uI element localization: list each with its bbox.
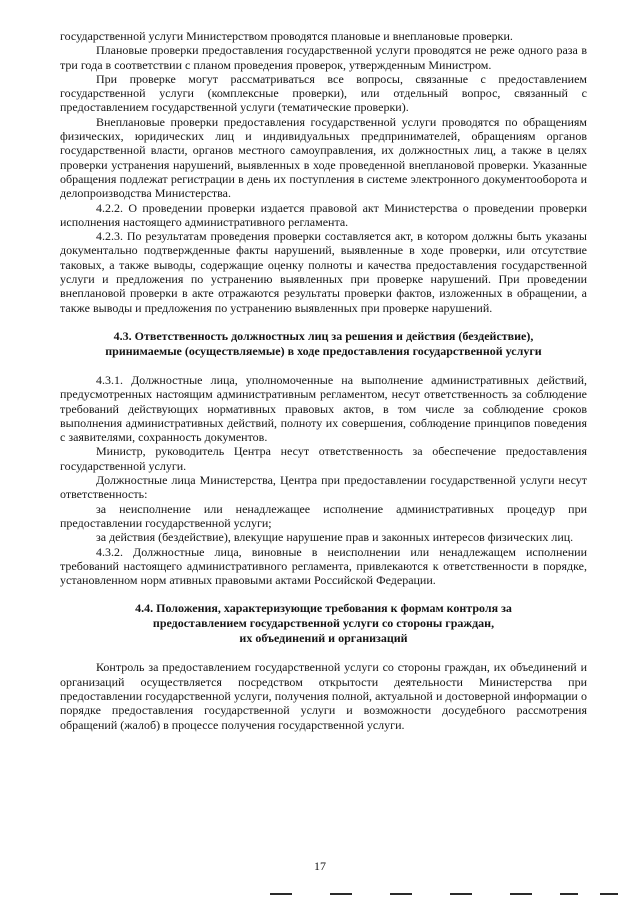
scan-marks <box>270 893 640 899</box>
section-heading-4-4 <box>60 601 587 646</box>
document-body <box>60 29 587 732</box>
paragraph-actions: за действия (бездействие), влекущие нарушение прав и законных интересов физических лиц. <box>96 530 574 545</box>
scan-mark <box>510 893 532 895</box>
paragraph-unplanned-checks: Внеплановые проверки предоставления государственной услуги проводятся по обращениям физических, юридических лиц и индивидуальных предпринимателей, обращениям органов государственной власти, органов местного самоуправления, их должностных лиц, а также в целях проверки устранения нарушений, выявленных в ходе проведенной внеплановой проверки. Указанные обращения подлежат регистрации в день их поступления в системе электронного документооборота и делопроизводства Министерства. <box>60 114 587 201</box>
paragraph-nonperformance: за неисполнение или ненадлежащее исполнение административных процедур при предоставлении государственной услуги; <box>60 501 587 530</box>
paragraph-4-2-2: 4.2.2. О проведении проверки издается правовой акт Министерства о проведении проверки исполнения настоящего административного регламента. <box>60 200 587 229</box>
scan-mark <box>270 893 292 895</box>
heading-line: их объединений и организаций <box>239 631 408 646</box>
section-heading-4-3 <box>60 329 587 359</box>
spacer <box>60 646 587 660</box>
paragraph-4-2-3: 4.2.3. По результатам проведения проверки составляется акт, в котором должны быть указаны документально подтвержденные факты нарушений, выявленные в ходе проверки, или отсутствие таковых, а также выводы, содержащие оценку полноты и качества предоставления государственной услуги и предложения по устранению выявленных при проверке нарушений. При проведении внеплановой проверки в акте отражаются результаты проверки фактов, изложенных в обращении, а также выводы и предложения по устранению выявленных при проверке нарушений. <box>60 229 587 315</box>
scan-mark <box>330 893 352 895</box>
scan-mark <box>560 893 578 895</box>
paragraph-check-scope: При проверке могут рассматриваться все вопросы, связанные с предоставлением государственной услуги (комплексные проверки), или отдельный вопрос, связанный с предоставлением государственной услуги (тематические проверки). <box>60 71 587 115</box>
page-number: 17 <box>314 859 326 873</box>
heading-line: предоставлением государственной услуги со стороны граждан, <box>152 616 495 631</box>
scan-mark <box>390 893 412 895</box>
paragraph-officials-responsibility: Должностные лица Министерства, Центра при предоставлении государственной услуги несут ответственность: <box>60 473 587 502</box>
spacer <box>60 315 587 329</box>
paragraph-4-3-2: 4.3.2. Должностные лица, виновные в неисполнении или ненадлежащем исполнении требований настоящего административного регламента, привлекаются к ответственности в порядке, установленном норм ативных правовыми актами Российской Федерации. <box>60 544 587 588</box>
paragraph-minister-responsibility: Министр, руководитель Центра несут ответственность за обеспечение предоставления государственной услуги. <box>60 444 587 473</box>
paragraph-continuation: государственной услуги Министерством проводятся плановые и внеплановые проверки. <box>60 29 513 43</box>
spacer <box>60 587 587 601</box>
paragraph-planned-checks: Плановые проверки предоставления государственной услуги проводятся не реже одного раза в три года в соответствии с планом проведения проверок, утвержденным Министром. <box>60 43 587 72</box>
scan-mark <box>600 893 618 895</box>
heading-line: принимаемые (осуществляемые) в ходе предоставления государственной услуги <box>105 343 542 358</box>
spacer <box>60 359 587 373</box>
paragraph-citizen-control: Контроль за предоставлением государственной услуги со стороны граждан, их объединений и организаций осуществляется посредством открытости деятельности Министерства при предоставлении государственной услуги, получения полной, актуальной и достоверной информации о порядке предоставления государственной услуги и возможности досудебного рассмотрения обращений (жалоб) в процессе получения государственной услуги. <box>60 660 587 732</box>
paragraph-4-3-1: 4.3.1. Должностные лица, уполномоченные на выполнение административных действий, предусмотренных настоящим административным регламентом, несут ответственность за соблюдение требований действующих нормативных правовых актов, в том числе за соблюдение сроков выполнения административных действий, полноту их совершения, соблюдение принципов поведения с заявителями, сохранность документов. <box>60 372 587 445</box>
heading-line: 4.4. Положения, характеризующие требования к формам контроля за <box>135 601 512 616</box>
scan-mark <box>450 893 472 895</box>
heading-line: 4.3. Ответственность должностных лиц за решения и действия (бездействие), <box>113 328 534 343</box>
